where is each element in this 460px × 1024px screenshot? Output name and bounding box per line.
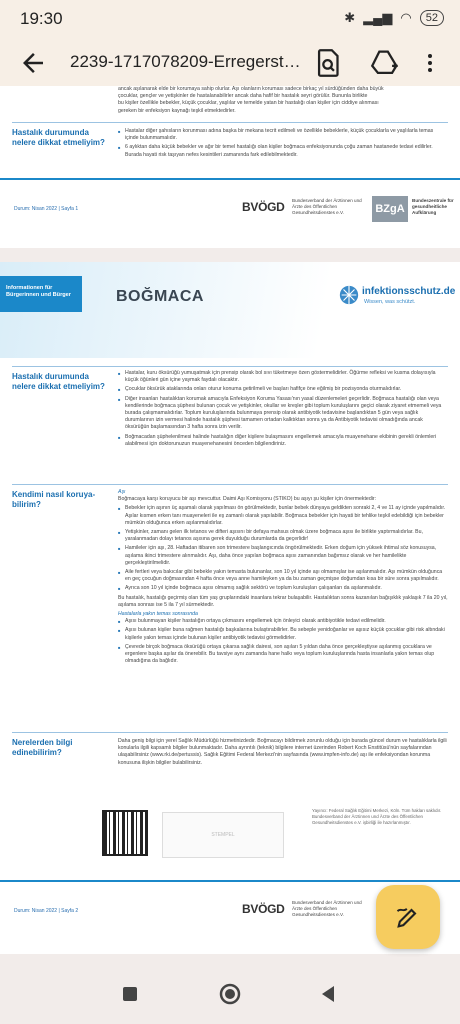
bullet-item: ■ Diğer insanları hastalıktan korumak amacıyla Enfeksiyon Koruma Yasası'nın yasal düzenlemeleri geçerlidir. Boğmaca hastalığı olan veya kendilerinde boğmaca şüphesi bulunan çocuk ve yetişkinler, okullar ve kreşler gibi toplum kuruluşlarını geçici olarak ziyaret etmemeli veya burada çalışmamalıdırlar. Toplum kuruluşlarında bulunmaya prensip olarak antibiyotik tedavisine başlandıktan 5 gün veya sağlık durumlarının izin vermesi halinde hastalık şüphesi tamamen ortadan kalktıktan sonra ya da Antibiyotik tedavisi olmadığında ancak öksürüğün başlamasından 3 hafta sonra izin verilir. bbox=[118, 396, 448, 432]
section-bullets bbox=[118, 370, 448, 450]
section-text: Daha geniş bilgi için yerel Sağlık Müdürlüğü hizmetinizdedir. Boğmacayı bildirmek zorunlu olduğu için burada güncel durum ve hastalıklarla ilgili konularla ilgili kapsamlı bilgiler bulunmaktadır. Daha ayrıntılı (teknik) bilgilere internet üzerinden Robert Koch Enstitüsü'nün sayfalarından ulaşabilirsiniz (www.rki.de/pertussis). Sağlık Eğitimi Federal Merkezi'nin sayfasında (www.impfen-info.de) aşı ile enfeksiyondan korunma konusuna ilişkin bilgiler bulabilirsiniz. bbox=[118, 738, 447, 766]
system-nav-bar bbox=[0, 964, 460, 1024]
app-bar bbox=[0, 40, 460, 86]
subheading: Hastalarla yakın temas sonrasında bbox=[118, 611, 198, 618]
bullet-item: ■ Hastalar diğer şahısların korunması adına başka bir mekana tecrit edilmeli ve özellikle bebeklerle, küçük çocuklarla ve yaşlılarla temas içinde bulunmamalıdır. bbox=[118, 128, 448, 142]
closing-text: Bu hastalık, hastalığı geçirmiş olan tüm yaş gruplarındaki insanlara tekrar bulaşabilir. Hastalıktan sonra kazanılan bağışıklık yaklaşık 7 ila 20 yıl, aşılama sonrası ise 5 ila 7 yıl sürmektedir. bbox=[118, 594, 448, 608]
document-title: 2239-1717078209-Erregerst… bbox=[70, 52, 301, 71]
status-icons bbox=[344, 10, 444, 26]
section-label: Kendimi nasıl koruya-bilirim? bbox=[12, 490, 96, 509]
footer-line bbox=[0, 880, 460, 882]
bvogd-subtitle: Bundesverband der Ärztinnen und Ärzte des Öffentlichen Gesundheitsdienstes e.V. bbox=[292, 900, 362, 917]
bullet-item: ■ Çevrede birçok boğmaca öksürüğü ortaya çıkarsa sağlık dairesi, son aşıları 5 yıldan daha önce gerçekleştiyse aşılanmış çocuklara ve ergenlere başka aşılar da önerebilir. Bu tavsiye aynı zamanda hane halkı veya toplum kuruluşlarında hasta insanlarla yakın temas olup olmadığına da bağlıdır. bbox=[118, 644, 448, 666]
pdf-page-2 bbox=[0, 262, 460, 954]
more-vertical-icon[interactable] bbox=[418, 46, 442, 80]
section-label: Nerelerden bilgi edinebilirim? bbox=[12, 738, 73, 757]
status-bar bbox=[0, 0, 460, 40]
footer-line bbox=[0, 178, 460, 180]
text-line: çocuklar, gençler ve yetişkinler de hastalanabilirler ancak daha hafif bir hastalık seyri görülür. Bununla birlikte bbox=[118, 93, 368, 100]
add-to-drive-icon[interactable] bbox=[368, 46, 402, 80]
imprint-text: Yayıncı: Federal Sağlık Eğitimi Merkezi, Köln. Tüm hakları saklıdır. Bundesverband der Ärztinnen und Ärzte des Öffentlichen Gesundheitsdienstes e.V. işbirliği ile hazırlanmıştır. bbox=[312, 808, 442, 825]
section-label: Hastalık durumunda nelere dikkat etmeliyim? bbox=[12, 128, 105, 147]
clock: 19:30 bbox=[20, 9, 63, 28]
section-content bbox=[118, 489, 448, 667]
infektionsschutz-name: infektionsschutz.de bbox=[362, 286, 456, 297]
section-bullets bbox=[118, 128, 448, 161]
bzga-logo: BZgA bbox=[372, 196, 408, 222]
bzga-subtitle: Bundeszentrale für gesundheitliche Aufklärung bbox=[412, 198, 454, 215]
pdf-page-1 bbox=[0, 86, 460, 248]
audience-tab: Informationen für Bürgerinnen und Bürger bbox=[0, 276, 82, 312]
wifi-icon: ◠ bbox=[400, 10, 412, 25]
search-document-icon[interactable] bbox=[312, 46, 346, 80]
divider bbox=[12, 122, 448, 123]
disease-title: BOĞMACA bbox=[116, 288, 204, 305]
bvogd-subtitle: Bundesverband der Ärztinnen und Ärzte des Öffentlichen Gesundheitsdienstes e.V. bbox=[292, 198, 362, 215]
bullet-item: ■ Aşısı bulunmayan kişiler hastalığın ortaya çıkmasını engellemek için önleyici olarak antibiyotikle tedavi edilmelidir. bbox=[118, 618, 448, 625]
bullet-item: ■ Aile fertleri veya bakıcılar gibi bebekle yakın temasta bulunanlar, son 10 yıl içinde aşı olmamışlar ise aşılanmalıdır. Aşı mümkün olduğunca en geç çocuğun doğmasından 4 hafta önce veya anne hamileyken ya da bu zaman geçmişse doğumdan kısa bir süre sonra yapılmalıdır. bbox=[118, 569, 448, 583]
bullet-item: ■ Çocuklar öksürük ataklarında onları oturur konuma getirilmeli ve başları hafifçe öne eğilmiş bir pozisyonda oturmalıdırlar. bbox=[118, 386, 448, 393]
infektionsschutz-tagline: Wissen, was schützt. bbox=[364, 299, 416, 305]
bullet-item: ■ Hamileler için aşı, 28. Haftadan itibaren son trimestere başlangıcında öngörülmektedir. Erken doğum için yüksek ihtimal söz konusuysa, aşılama ikinci trimestere alınmalıdır. Aşı, daha önce yapılan boğmaca aşısı zamanından bağımsız olarak ve her hamilelikte gerçekleştirilmelidir. bbox=[118, 545, 448, 567]
back-icon[interactable] bbox=[316, 982, 340, 1006]
text-line: ancak aşılanarak elde bir korumaya sahip olurlar. Aşı olanların koruması sadece birkaç yıl sürdüğünden daha büyük bbox=[118, 86, 384, 92]
battery-indicator: 52 bbox=[420, 10, 444, 26]
bvogd-logo: BVÖGD bbox=[242, 200, 285, 214]
divider bbox=[12, 366, 448, 367]
bullet-item: ■ 6 aylıktan daha küçük bebekler ve ağır bir temel hastalığı olan kişiler boğmaca enfeksiyonunda çoğu zaman hastanede tedavi edilirler. Burada hayati risk taşıyan nefes kesintileri zamanında fark edilebilmektedir. bbox=[118, 144, 448, 158]
bluetooth-icon: ✱ bbox=[344, 10, 356, 25]
stamp-box: STEMPEL bbox=[162, 812, 284, 858]
bullet-item: ■ Ayrıca son 10 yıl içinde boğmaca aşısı olmamış sağlık sektörü ve toplum kuruluşları çalışanları da aşılanmalıdır. bbox=[118, 585, 448, 592]
divider bbox=[12, 484, 448, 485]
text-line: gereken bir enfeksiyon kaynağı teşkil etmektedirler. bbox=[118, 107, 236, 114]
bullet-item: ■ Bebekler için aşının üç aşamalı olarak yapılması ön görülmektedir, bunlar bebek dünyaya geldikten sonraki 2, 4 ve 11 ay içinde yapılmalıdır. Aşılar kısmen erken tanı muayeneleri ile eş zamanlı olarak yapılabilir. Boğmaca bebekler için hayati bir tehlike teşkil edebildiği için bebekler mümkün olduğunca erken aşılanmalıdırlar. bbox=[118, 505, 448, 527]
bullet-item: ■ Boğmacadan şüphelenilmesi halinde hastalığın diğer kişilere bulaşmasını engellemek amacıyla muayenehane ekibinin gerekli önlemleri alabilmesi için doktorunuzun muayenehanesini önceden bilgilendiriniz. bbox=[118, 434, 448, 448]
intro-text: Boğmacaya karşı koruyucu bir aşı mevcuttur. Daimi Aşı Komisyonu (STIKO) bu aşıyı şu kişiler için önermektedir: bbox=[118, 496, 377, 503]
footer-date: Durum: Nisan 2022 | Sayfa 2 bbox=[14, 908, 79, 914]
bullet-item: ■ Aşısı bulunan kişiler buna rağmen hastalığı başkalarına bulaştırabilirler. Bu sebeple yenidoğanlar ve aşısız küçük çocuklar gibi risk altındaki kişilerle yakın temas içinde bulunan kişiler antibiyotik tedavisi görmelidirler. bbox=[118, 627, 448, 641]
edit-fab-button[interactable] bbox=[376, 885, 440, 949]
qr-code bbox=[102, 810, 148, 856]
signal-icon: ▂▄▆ bbox=[363, 10, 393, 25]
subheading: Aşı bbox=[118, 489, 126, 495]
footer-date: Durum: Nisan 2022 | Sayfa 1 bbox=[14, 206, 79, 212]
infektionsschutz-logo-icon bbox=[338, 284, 360, 306]
edit-pen-icon bbox=[394, 903, 422, 931]
divider bbox=[12, 732, 448, 733]
page1-top-text bbox=[118, 86, 448, 115]
section-label: Hastalık durumunda nelere dikkat etmeliyim? bbox=[12, 372, 105, 391]
back-arrow-icon[interactable] bbox=[18, 48, 48, 78]
recent-apps-icon[interactable] bbox=[118, 982, 142, 1006]
text-line: bu kişiler özellikle bebekler, küçük çocuklar, yaşlılar ve temelde yatan bir hastalığı olan kişiler için ciddiye alınması bbox=[118, 100, 379, 107]
bullet-item: ■ Hastalar, kuru öksürüğü yumuşatmak için prensip olarak bol sıvı tüketmeye özen göstermelidirler. Öğürme refleksi ve kusma dolayısıyla küçük öğünleri gün içine yaymak faydalı olacaktır. bbox=[118, 370, 448, 384]
bullet-item: ■ Yetişkinler, zamanı gelen ilk tetanos ve difteri aşısını bir defaya mahsus olmak üzere boğmaca aşısı ile birlikte yaptırmalıdırlar. Bu, yaralanmadan dolayı tetanos aşısına gerek duyulduğu durumlarda da geçerlidir! bbox=[118, 529, 448, 543]
home-icon[interactable] bbox=[218, 982, 242, 1006]
bvogd-logo: BVÖGD bbox=[242, 902, 285, 916]
